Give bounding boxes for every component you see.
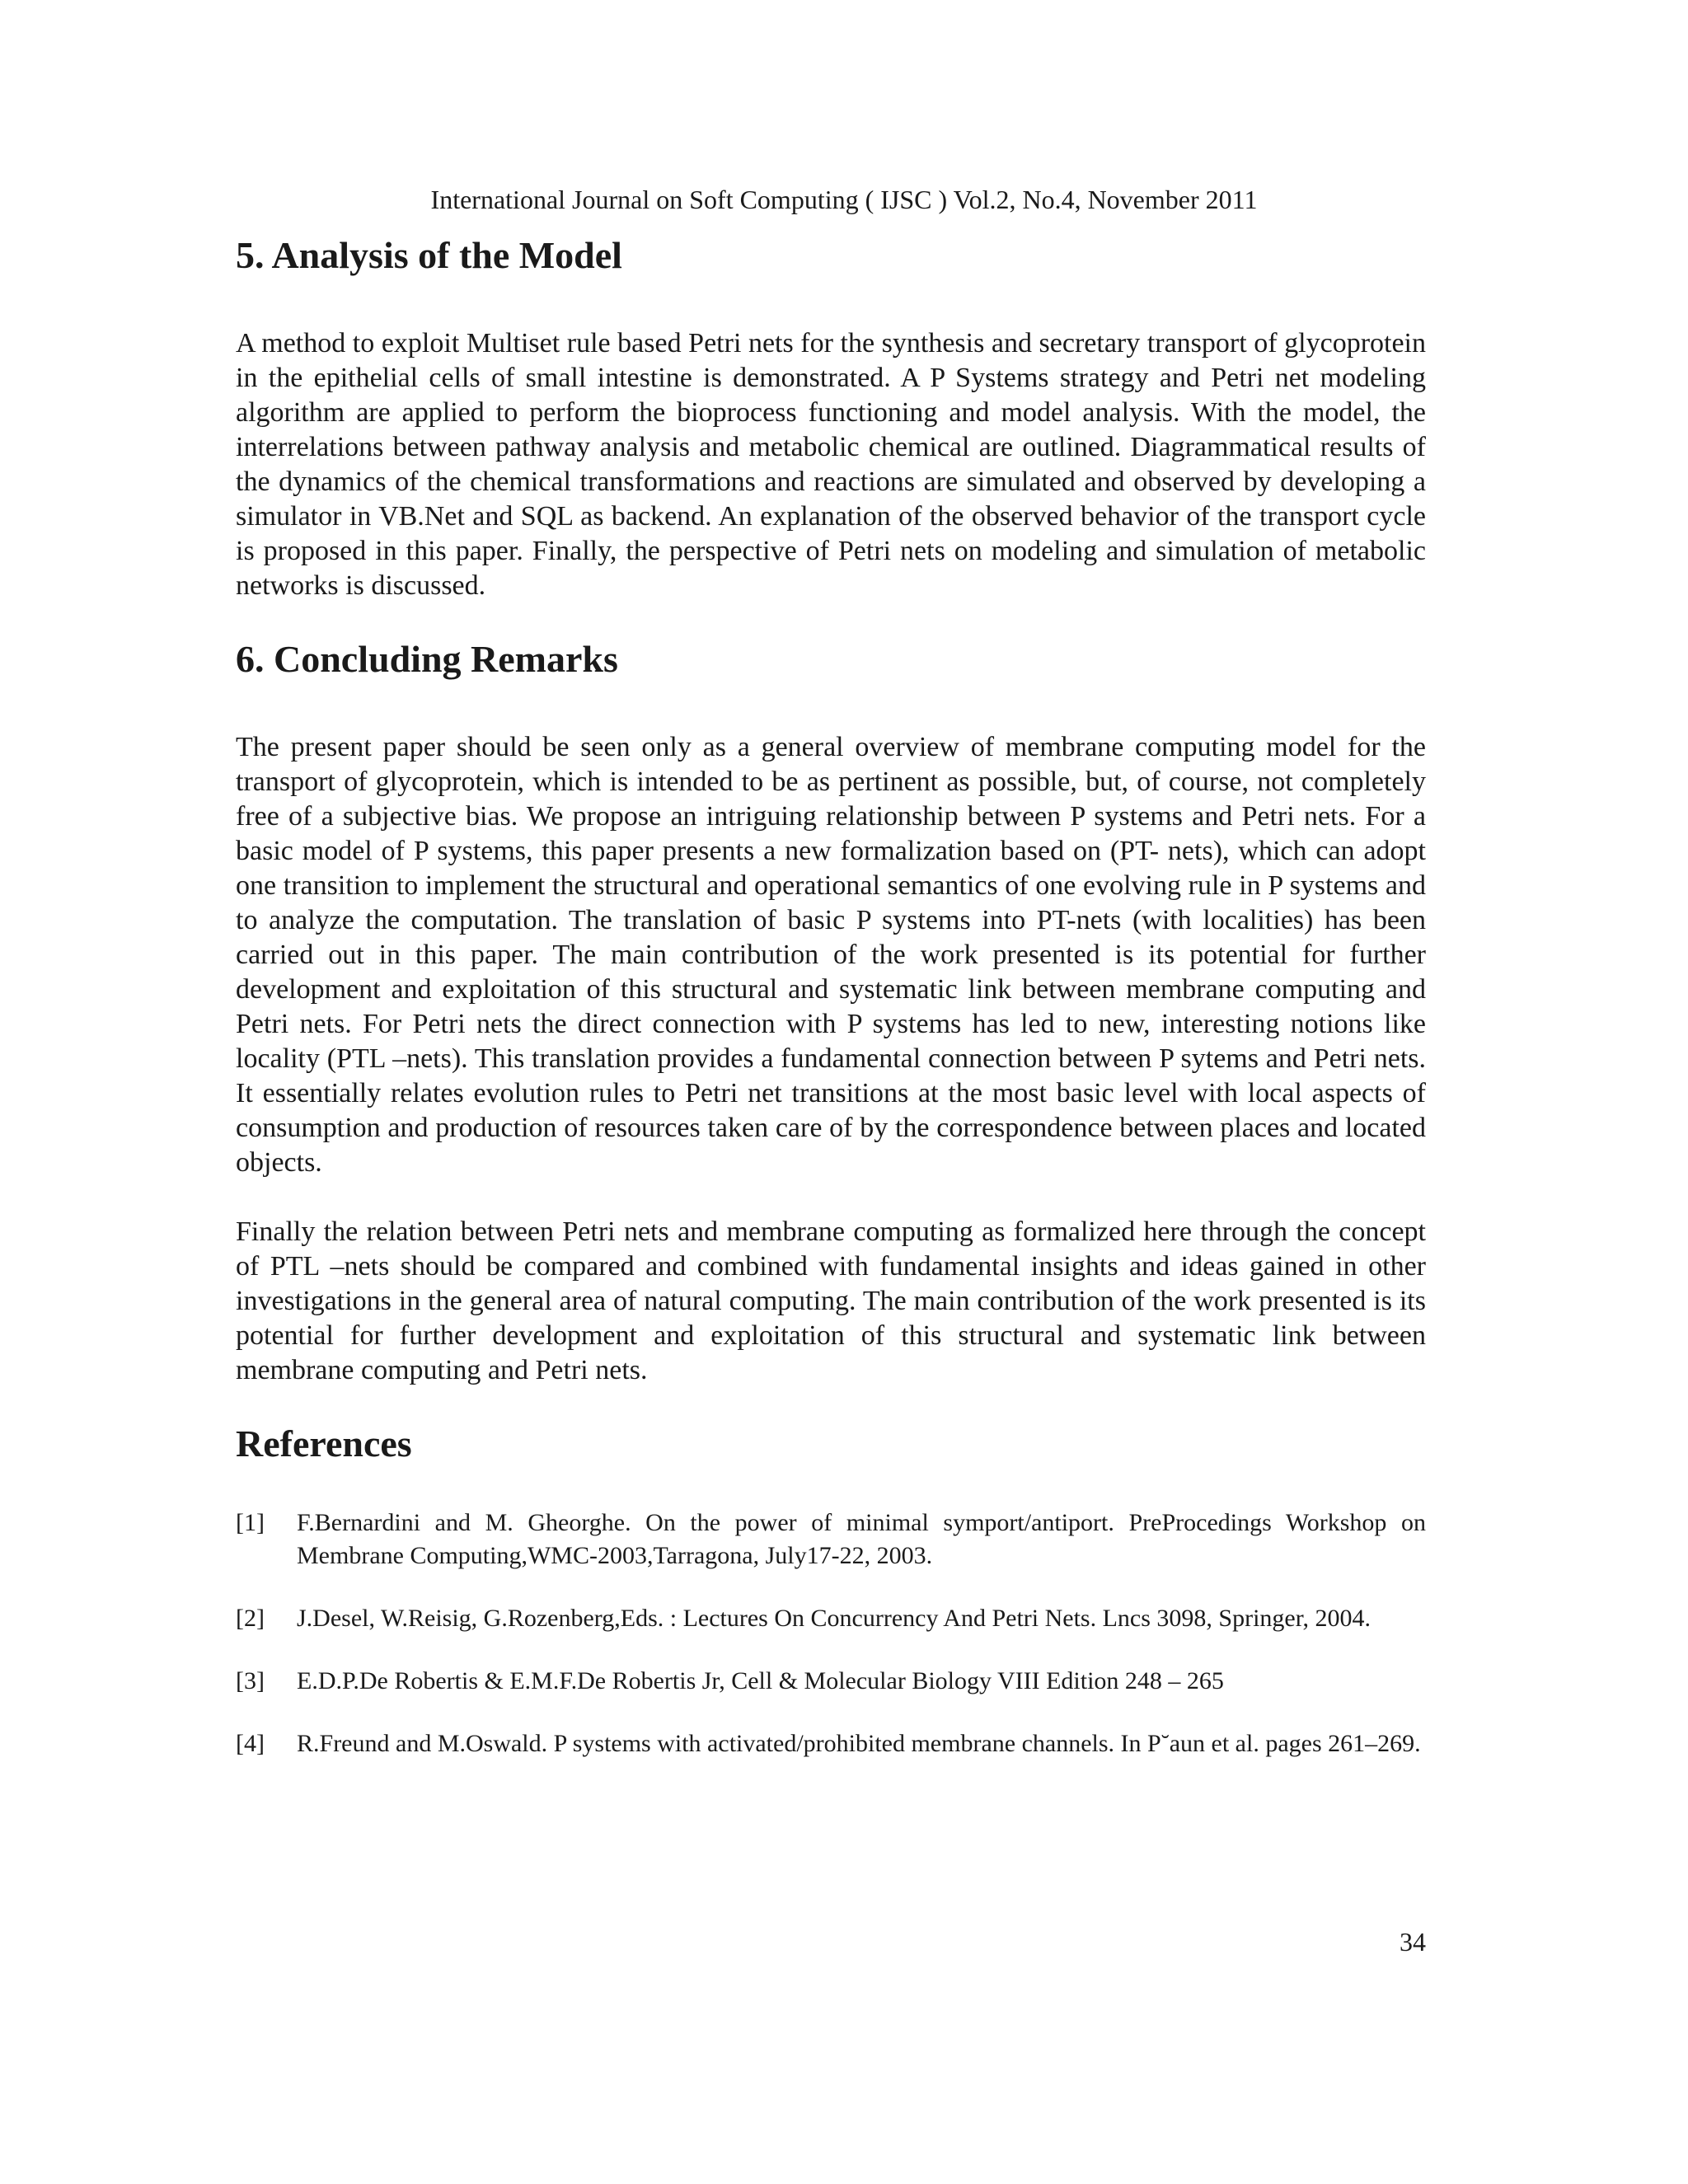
reference-number: [1] (236, 1509, 265, 1536)
reference-text: R.Freund and M.Oswald. P systems with activated/prohibited membrane channels. In P˘aun et al. pages 261–269. (297, 1730, 1421, 1757)
reference-item-3 (236, 1665, 1426, 1698)
reference-list (236, 1507, 1426, 1760)
conclusion-paragraph-1: The present paper should be seen only as a general overview of membrane computing model for the transport of glycoprotein, which is intended to be as pertinent as possible, but, of course, not completely free of a subjective bias. We propose an intriguing relationship between P systems and Petri nets. For a basic model of P systems, this paper presents a new formalization based on (PT- nets), which can adopt one transition to implement the structural and operational semantics of one evolving rule in P systems and to analyze the computation. The translation of basic P systems into PT-nets (with localities) has been carried out in this paper. The main contribution of the work presented is its potential for further development and exploitation of this structural and systematic link between membrane computing and Petri nets. For Petri nets the direct connection with P systems has led to new, interesting notions like locality (PTL –nets). This translation provides a fundamental connection between P sytems and Petri nets. It essentially relates evolution rules to Petri net transitions at the most basic level with local aspects of consumption and production of resources taken care of by the correspondence between places and located objects. (236, 732, 1426, 1178)
reference-number: [2] (236, 1605, 265, 1632)
section-heading-conclusion: 6. Concluding Remarks (236, 638, 618, 680)
reference-text: F.Bernardini and M. Gheorghe. On the power of minimal symport/antiport. PreProcedings Workshop on Membrane Computing,WMC-2003,Tarragona, July17-22, 2003. (297, 1509, 1426, 1569)
section-heading-references: References (236, 1422, 412, 1465)
reference-number: [4] (236, 1730, 265, 1757)
reference-item-1 (236, 1507, 1426, 1572)
reference-number: [3] (236, 1667, 265, 1694)
analysis-paragraph: A method to exploit Multiset rule based Petri nets for the synthesis and secretary transport of glycoprotein in the epithelial cells of small intestine is demonstrated. A P Systems strategy and Petri net modeling algorithm are applied to perform the bioprocess functioning and model analysis. With the model, the interrelations between pathway analysis and metabolic chemical are outlined. Diagrammatical results of the dynamics of the chemical transformations and reactions are simulated and observed by developing a simulator in VB.Net and SQL as backend. An explanation of the observed behavior of the transport cycle is proposed in this paper. Finally, the perspective of Petri nets on modeling and simulation of metabolic networks is discussed. (236, 328, 1426, 601)
section-heading-analysis: 5. Analysis of the Model (236, 234, 622, 276)
reference-text: E.D.P.De Robertis & E.M.F.De Robertis Jr, Cell & Molecular Biology VIII Edition 248 – 265 (297, 1667, 1224, 1694)
reference-item-2 (236, 1602, 1426, 1635)
running-header: International Journal on Soft Computing ( IJSC ) Vol.2, No.4, November 2011 (430, 185, 1258, 214)
reference-item-4 (236, 1727, 1426, 1760)
page-number: 34 (1400, 1927, 1426, 1957)
reference-text: J.Desel, W.Reisig, G.Rozenberg,Eds. : Lectures On Concurrency And Petri Nets. Lncs 3098, Springer, 2004. (297, 1605, 1372, 1632)
conclusion-paragraph-2: Finally the relation between Petri nets and membrane computing as formalized here through the concept of PTL –nets should be compared and combined with fundamental insights and ideas gained in other investigations in the general area of natural computing. The main contribution of the work presented is its potential for further development and exploitation of this structural and systematic link between membrane computing and Petri nets. (236, 1216, 1426, 1385)
page-content (236, 232, 1426, 1790)
